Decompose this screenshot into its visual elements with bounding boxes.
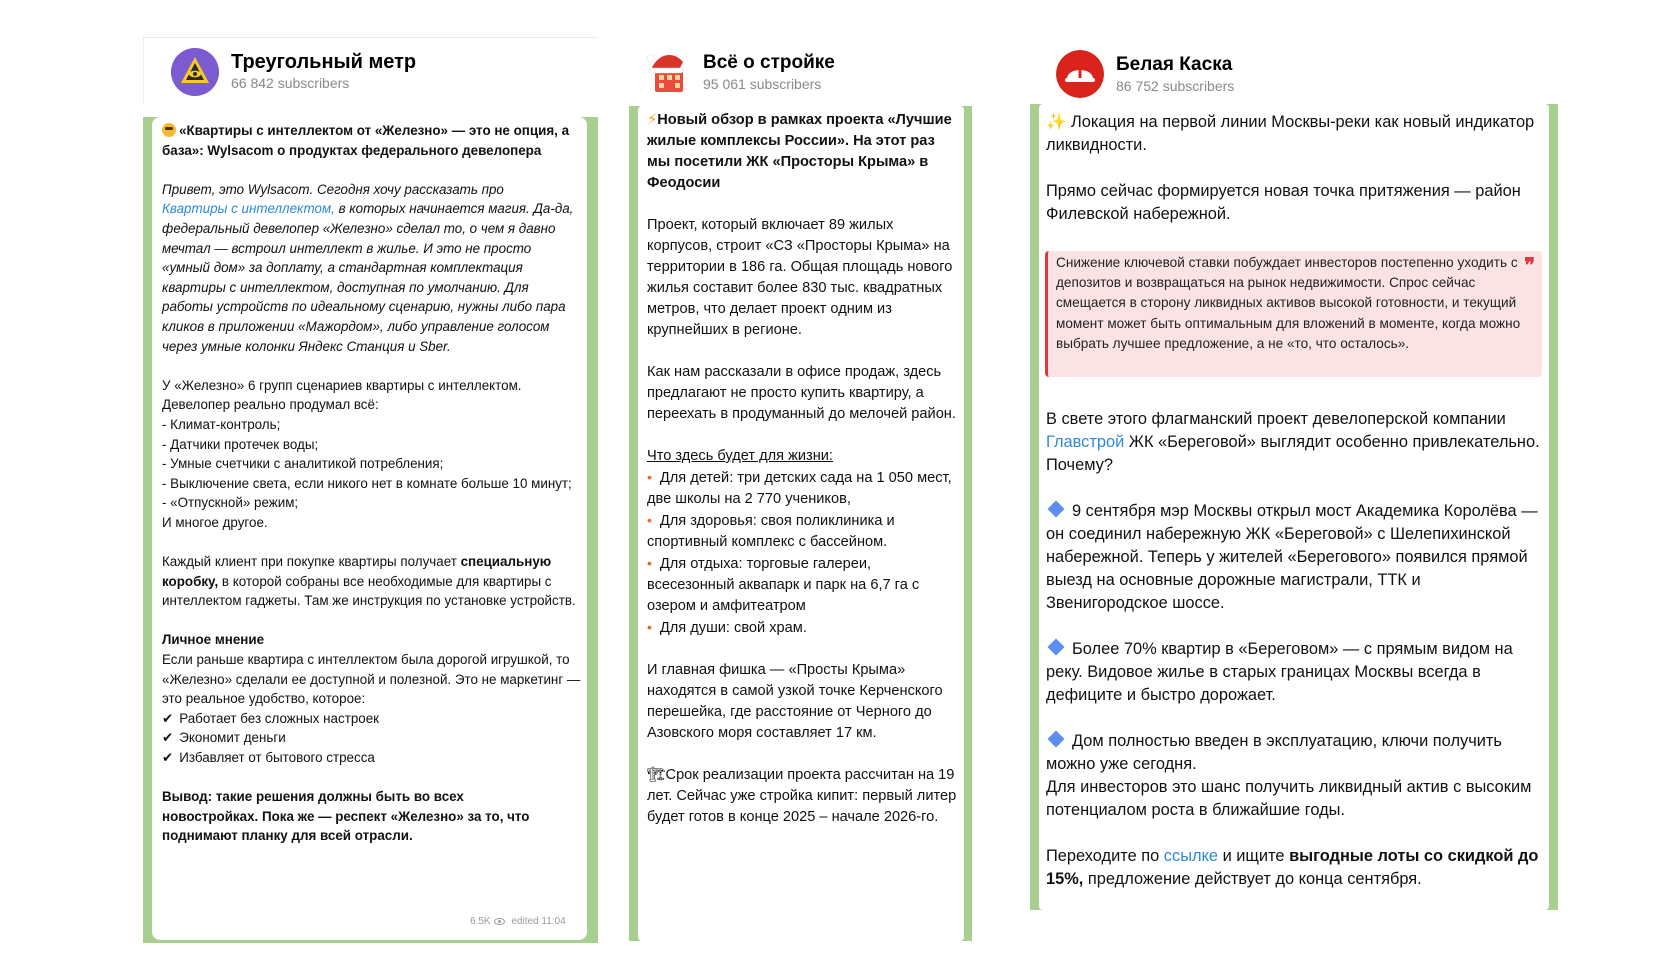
list-item: • Для души: свой храм.: [647, 619, 807, 636]
blue-diamond-icon: [1048, 501, 1065, 518]
scenarios-more: И многое другое.: [162, 514, 268, 530]
checkmark-icon: ✔: [162, 730, 174, 746]
channel-title: Всё о стройке: [703, 51, 835, 73]
post-headline: «Квартиры с интеллектом от «Железно» — это не опция, а база»: Wylsacom о продуктах федерального девелопера: [162, 123, 570, 158]
scenario-item: - Выключение света, если никого нет в комнате больше 10 минут;: [162, 475, 572, 491]
benefit-item: ✔ Работает без сложных настроек: [162, 710, 380, 726]
paragraph-highlight: И главная фишка — «Просты Крыма» находятся в самой узкой точке Керченского перешейка, где расстояние от Черного до Азовского моря составляет 17 км.: [647, 662, 943, 741]
triangle-eye-icon: [171, 48, 219, 96]
bullet-item: 9 сентября мэр Москвы открыл мост Академика Королёва — он соединил набережную ЖК «Береговой» с Шелепихинской набережной. Теперь у жителей «Берегового» появился прямой выезд на основные дорожные магистрали, ТТК и Звенигородское шоссе.: [1046, 502, 1538, 612]
benefit-item: ✔ Экономит деньги: [162, 730, 286, 746]
orange-dot-icon: •: [647, 469, 652, 485]
bullet-item: Дом полностью введен в эксплуатацию, ключи получить можно уже сегодня.: [1046, 732, 1502, 773]
edited-time: edited 11:04: [511, 916, 566, 927]
channel-avatar[interactable]: [171, 48, 219, 96]
construction-icon: 🏗: [647, 767, 666, 783]
channel-avatar[interactable]: [1056, 50, 1104, 98]
orange-dot-icon: •: [647, 555, 652, 571]
post-body-lower: [1046, 408, 1543, 891]
list-item: • Для детей: три детских сада на 1 050 мест, две школы на 2 770 учеников,: [647, 469, 952, 507]
lightning-icon: ⚡: [647, 112, 658, 128]
scenario-item: - Умные счетчики с аналитикой потребления;: [162, 456, 444, 472]
channel-title: Треугольный метр: [231, 51, 417, 73]
conclusion: Вывод: такие решения должны быть во всех новостройках. Пока же — респект «Железно» за то, что поднимают планку для всей отрасли.: [162, 789, 530, 844]
post-headline: ⚡Новый обзор в рамках проекта «Лучшие жилые комплексы России». На этот раз мы посетили ЖК «Просторы Крыма» в Феодосии: [647, 112, 952, 191]
eye-icon: [494, 918, 505, 925]
channel-subscribers: 86 752 subscribers: [1116, 77, 1235, 94]
santa-hat-building-icon: [643, 48, 691, 96]
checkmark-icon: ✔: [162, 710, 174, 726]
list-item: • Для здоровья: своя поликлиника и спортивный комплекс с бассейном.: [647, 512, 895, 550]
paragraph-timeline: 🏗Срок реализации проекта рассчитан на 19 лет. Сейчас уже стройка кипит: первый литер будет готов в конце 2025 – начале 2026-го.: [647, 767, 957, 825]
opinion-text: Если раньше квартира с интеллектом была дорогой игрушкой, то «Железно» сделали ее доступной и полезной. Это не маркетинг — это реальное удобство, которое:: [162, 652, 581, 707]
channel-header[interactable]: [643, 47, 983, 97]
sparkle-icon: ✨: [1046, 113, 1067, 131]
benefit-item: ✔ Избавляет от бытового стресса: [162, 750, 375, 765]
white-helmet-icon: [1056, 50, 1104, 98]
channel-title: Белая Каска: [1116, 53, 1233, 75]
grimace-face-icon: [162, 123, 176, 137]
list-title: Что здесь будет для жизни:: [647, 448, 833, 464]
orange-dot-icon: •: [647, 619, 652, 635]
channel-subscribers: 66 842 subscribers: [231, 75, 350, 91]
list-item: • Для отдыха: торговые галереи, всесезонный аквапарк и парк на 6,7 га с озером и амфитеатром: [647, 555, 920, 614]
bullet-item: Более 70% квартир в «Береговом» — с прямым видом на реку. Видовое жилье в старых границах Москвы всегда в дефиците и быстро дорожает.: [1046, 640, 1513, 704]
post-body: [162, 121, 582, 846]
channel-avatar[interactable]: [643, 48, 691, 96]
post-body: [647, 110, 959, 828]
glavstroy-link[interactable]: Главстрой: [1046, 433, 1125, 451]
post-meta: [470, 916, 566, 927]
scenario-item: - Датчики протечек воды;: [162, 436, 319, 452]
quote-mark-icon: ❞: [1524, 253, 1535, 277]
channel-header[interactable]: [143, 37, 598, 105]
box-paragraph: Каждый клиент при покупке квартиры получает специальную коробку, в которой собраны все необходимые для квартиры с интеллектом гаджеты. Там же инструкция по установке устройств.: [162, 554, 576, 609]
paragraph-sales: Как нам рассказали в офисе продаж, здесь предлагают не просто купить квартиру, а переехать в продуманный до мелочей район.: [647, 364, 956, 422]
channel-subscribers: 95 061 subscribers: [703, 75, 822, 92]
scenario-item: - «Отпускной» режим;: [162, 495, 299, 511]
channel-header[interactable]: [1056, 49, 1396, 99]
scenarios-intro: У «Железно» 6 групп сценариев квартиры с интеллектом. Девелопер реально продумал всё:: [162, 377, 522, 413]
post-intro: Привет, это Wylsacom. Сегодня хочу рассказать про Квартиры с интеллектом, в которых начинается магия. Да-да, федеральный девелопер «Железно» сделал то, о чем я давно мечтал — встроил интеллект в жилье. И это не просто «умный дом» за доплату, а стандартная комплектация квартиры с интеллектом, доступная по умолчанию. Для работы устройств по идеальному сценарию, нужны либо пара кликов в приложении «Мажордом», либо управление голосом через умные колонки Яндекс Станция и Sber.: [162, 181, 574, 354]
cta-link[interactable]: ссылке: [1163, 847, 1219, 865]
checkmark-icon: ✔: [162, 750, 174, 765]
paragraph-cta: Переходите по ссылке и ищите выгодные лоты со скидкой до 15%, предложение действует до конца сентября.: [1046, 847, 1539, 888]
quote-text: Снижение ключевой ставки побуждает инвесторов постепенно уходить с депозитов и возвращаться на рынок недвижимости. Спрос сейчас смещается в сторону ликвидных активов высокой готовности, и текущий момент может быть оптимальным для вложений в моменте, когда можно выбрать лучшее предложение, а не «то, что осталось».: [1056, 255, 1521, 351]
paragraph-investors: Для инвесторов это шанс получить ликвидный актив с высоким потенциалом роста в ближайшие годы.: [1046, 778, 1532, 819]
blue-diamond-icon: [1048, 731, 1065, 748]
paragraph-location: ✨ Локация на первой линии Москвы-реки как новый индикатор ликвидности.: [1046, 113, 1535, 154]
paragraph-district: Прямо сейчас формируется новая точка притяжения — район Филевской набережной.: [1046, 182, 1521, 223]
paragraph-flagship: В свете этого флагманский проект девелоперской компании Главстрой ЖК «Береговой» выглядит особенно привлекательно. Почему?: [1046, 410, 1540, 474]
paragraph-project: Проект, который включает 89 жилых корпусов, строит «СЗ «Просторы Крыма» на территории в 186 га. Общая площадь нового жилья составит более 830 тыс. квадратных метров, что делает проект одним из крупнейших в регионе.: [647, 217, 953, 338]
post-body: [1046, 111, 1543, 226]
orange-dot-icon: •: [647, 512, 652, 528]
blue-diamond-icon: [1048, 639, 1065, 656]
scenario-item: - Климат-контроль;: [162, 416, 281, 432]
opinion-title: Личное мнение: [162, 632, 265, 648]
quote-block: [1045, 251, 1542, 377]
intro-link[interactable]: Квартиры с интеллектом,: [162, 201, 335, 217]
view-count: 6.5K: [470, 916, 491, 927]
